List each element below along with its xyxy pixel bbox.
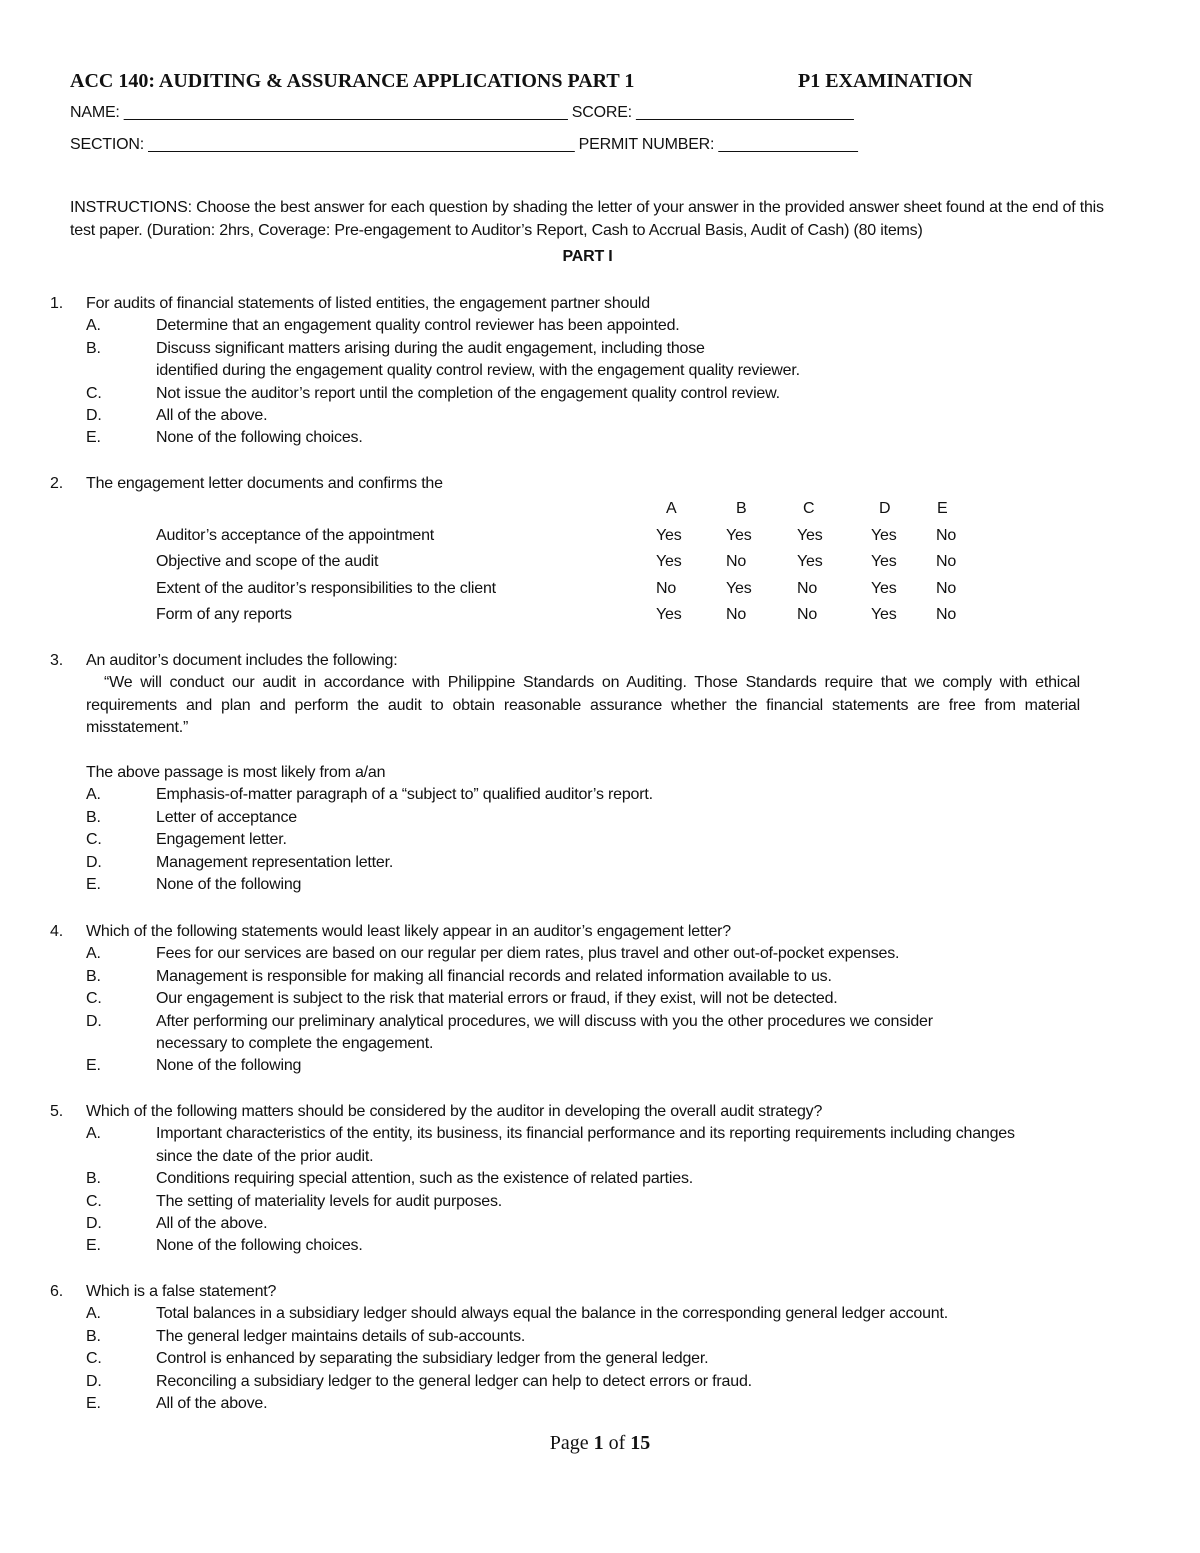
option-a-continuation: since the date of the prior audit. bbox=[156, 1147, 374, 1165]
option-text: Total balances in a subsidiary ledger should always equal the balance in the corresponding general ledger account. bbox=[156, 1305, 948, 1323]
option-c bbox=[50, 829, 1120, 851]
matrix-row-label: Extent of the auditor’s responsibilities to the client bbox=[156, 579, 496, 597]
matrix-row bbox=[156, 576, 976, 603]
question-number: 1. bbox=[50, 295, 63, 312]
option-b-continuation: identified during the engagement quality control review, with the engagement quality reviewer. bbox=[156, 362, 800, 380]
matrix-cell: Yes bbox=[656, 606, 682, 623]
option-letter: B. bbox=[86, 1327, 101, 1345]
page-word: Page bbox=[549, 1432, 589, 1454]
matrix-row-label: Auditor’s acceptance of the appointment bbox=[156, 526, 435, 544]
of-word: of bbox=[608, 1432, 626, 1454]
question-text: The engagement letter documents and confirms the bbox=[86, 475, 443, 492]
matrix-row bbox=[156, 549, 976, 576]
course-title: ACC 140: AUDITING & ASSURANCE APPLICATIONS PART 1 bbox=[70, 70, 635, 92]
option-b bbox=[50, 1326, 1120, 1348]
option-letter: D. bbox=[86, 407, 102, 425]
matrix-cell: Yes bbox=[871, 526, 897, 544]
question-number: 5. bbox=[50, 1103, 63, 1120]
question-4 bbox=[50, 921, 1120, 1078]
question-6 bbox=[50, 1281, 1120, 1415]
option-e bbox=[50, 874, 1120, 896]
question-1 bbox=[50, 293, 1120, 450]
question-text: The above passage is most likely from a/an bbox=[86, 764, 386, 782]
matrix-header: B bbox=[736, 500, 747, 517]
option-text: Fees for our services are based on our regular per diem rates, plus travel and other out-of-pocket expenses. bbox=[156, 945, 900, 963]
option-a bbox=[50, 1303, 1120, 1325]
option-letter: E. bbox=[86, 1395, 101, 1413]
question-text: Which of the following statements would least likely appear in an auditor’s engagement letter? bbox=[86, 923, 731, 940]
option-letter: D. bbox=[86, 1372, 102, 1390]
option-text: Our engagement is subject to the risk that material errors or fraud, if they exist, will not be detected. bbox=[156, 990, 838, 1008]
option-e bbox=[50, 1235, 1120, 1257]
question-number: 6. bbox=[50, 1283, 63, 1300]
question-stem-2 bbox=[50, 762, 1120, 784]
matrix-cell: Yes bbox=[871, 553, 897, 570]
option-letter: D. bbox=[86, 853, 102, 871]
option-text: Emphasis-of-matter paragraph of a “subject to” qualified auditor’s report. bbox=[156, 786, 653, 804]
option-a bbox=[50, 943, 1120, 965]
option-text: Determine that an engagement quality control reviewer has been appointed. bbox=[156, 317, 680, 335]
question-3 bbox=[50, 650, 1120, 896]
option-text: Management representation letter. bbox=[156, 853, 394, 871]
page-number: 1 bbox=[593, 1432, 604, 1454]
option-letter: E. bbox=[86, 1057, 101, 1075]
matrix-cell: No bbox=[936, 606, 957, 623]
name-score-line: NAME: ___________________________________________________ SCORE: _________________________ bbox=[70, 104, 854, 121]
question-stem bbox=[50, 293, 1120, 315]
option-letter: A. bbox=[86, 1305, 101, 1323]
page-total: 15 bbox=[630, 1432, 651, 1454]
matrix-cell: No bbox=[726, 606, 747, 623]
option-e bbox=[50, 1393, 1120, 1415]
option-letter: A. bbox=[86, 1125, 101, 1143]
option-letter: B. bbox=[86, 808, 101, 826]
option-text: Letter of acceptance bbox=[156, 808, 297, 826]
option-d-continuation: necessary to complete the engagement. bbox=[156, 1035, 434, 1053]
option-e bbox=[50, 427, 1120, 449]
option-e bbox=[50, 1055, 1120, 1077]
question-5 bbox=[50, 1101, 1120, 1258]
option-letter: B. bbox=[86, 1170, 101, 1188]
option-c bbox=[50, 1191, 1120, 1213]
instructions: INSTRUCTIONS: Choose the best answer for each question by shading the letter of your answer in the provided answer sheet found at the end of this test paper. (Duration: 2hrs, Coverage: Pre-engagement to Auditor’s Report, Cash to Accrual Basis, Audit of Cash) (80 items) bbox=[70, 199, 1104, 239]
quoted-passage-text: “We will conduct our audit in accordance with Philippine Standards on Auditing. Those Standards require that we comply with ethical requirements and plan and perform the audit to obtain reasonable assurance whether the financial statements are free from material misstatement.” bbox=[86, 674, 1080, 737]
option-letter: C. bbox=[86, 384, 102, 402]
option-text: The general ledger maintains details of sub-accounts. bbox=[156, 1327, 526, 1345]
option-letter: C. bbox=[86, 1350, 102, 1368]
option-d bbox=[50, 852, 1120, 874]
matrix-cell: No bbox=[726, 553, 747, 570]
page-footer bbox=[0, 1432, 1200, 1455]
option-letter: B. bbox=[86, 967, 101, 985]
question-text: Which of the following matters should be considered by the auditor in developing the overall audit strategy? bbox=[86, 1103, 823, 1120]
option-text: Reconciling a subsidiary ledger to the general ledger can help to detect errors or fraud. bbox=[156, 1372, 752, 1390]
matrix-header: A bbox=[666, 500, 677, 517]
option-text: Not issue the auditor’s report until the completion of the engagement quality control review. bbox=[156, 384, 780, 402]
matrix-cell: No bbox=[797, 579, 818, 597]
question-stem bbox=[50, 1281, 1120, 1303]
matrix-header: E bbox=[937, 500, 948, 517]
option-letter: D. bbox=[86, 1215, 102, 1233]
matrix-cell: No bbox=[936, 579, 957, 597]
option-letter: A. bbox=[86, 786, 101, 804]
option-c bbox=[50, 988, 1120, 1010]
option-letter: E. bbox=[86, 876, 101, 894]
question-number: 3. bbox=[50, 652, 63, 669]
question-stem bbox=[50, 473, 1120, 495]
matrix-cell: Yes bbox=[656, 526, 682, 544]
option-text: All of the above. bbox=[156, 1395, 268, 1413]
matrix-header: C bbox=[803, 500, 815, 517]
option-letter: E. bbox=[86, 1237, 101, 1255]
option-letter: A. bbox=[86, 317, 101, 335]
matrix-cell: Yes bbox=[726, 526, 752, 544]
matrix-cell: Yes bbox=[871, 579, 897, 597]
matrix-header: D bbox=[879, 500, 891, 517]
option-a bbox=[50, 1123, 1120, 1145]
option-text: None of the following choices. bbox=[156, 1237, 363, 1255]
matrix-cell: No bbox=[797, 606, 818, 623]
option-b bbox=[50, 1168, 1120, 1190]
option-letter: B. bbox=[86, 339, 101, 357]
option-text: Engagement letter. bbox=[156, 831, 287, 849]
option-d bbox=[50, 1011, 1120, 1033]
option-letter: C. bbox=[86, 1192, 102, 1210]
matrix-cell: Yes bbox=[797, 553, 823, 570]
option-letter: C. bbox=[86, 831, 102, 849]
option-d bbox=[50, 1213, 1120, 1235]
option-a bbox=[50, 315, 1120, 337]
option-b bbox=[50, 338, 1120, 360]
part-heading: PART I bbox=[562, 248, 613, 265]
option-text: All of the above. bbox=[156, 407, 268, 425]
option-letter: D. bbox=[86, 1012, 102, 1030]
option-text: Management is responsible for making all financial records and related information available to us. bbox=[156, 967, 832, 985]
matrix-row bbox=[156, 523, 976, 550]
question-stem bbox=[50, 650, 1120, 672]
matrix-cell: Yes bbox=[726, 579, 752, 597]
option-text: Discuss significant matters arising during the audit engagement, including those bbox=[156, 339, 705, 357]
matrix-row-label: Form of any reports bbox=[156, 606, 292, 623]
matrix-cell: Yes bbox=[797, 526, 823, 544]
option-d bbox=[50, 405, 1120, 427]
matrix-cell: No bbox=[656, 579, 677, 597]
option-text: After performing our preliminary analytical procedures, we will discuss with you the other procedures we consider bbox=[156, 1012, 933, 1030]
question-2 bbox=[50, 473, 1120, 495]
quoted-passage bbox=[50, 672, 1120, 739]
option-letter: E. bbox=[86, 429, 101, 447]
section-permit-line: SECTION: _________________________________________________ PERMIT NUMBER: ________________ bbox=[70, 136, 858, 153]
option-c bbox=[50, 383, 1120, 405]
option-text: None of the following choices. bbox=[156, 429, 363, 447]
option-b bbox=[50, 966, 1120, 988]
question-stem bbox=[50, 1101, 1120, 1123]
matrix-cell: No bbox=[936, 526, 957, 544]
matrix-cell: Yes bbox=[656, 553, 682, 570]
option-text: Control is enhanced by separating the subsidiary ledger from the general ledger. bbox=[156, 1350, 709, 1368]
matrix-row-label: Objective and scope of the audit bbox=[156, 553, 379, 570]
option-d bbox=[50, 1371, 1120, 1393]
exam-header bbox=[70, 70, 1000, 93]
option-text: Important characteristics of the entity, its business, its financial performance and its reporting requirements including changes bbox=[156, 1125, 1015, 1143]
option-letter: C. bbox=[86, 990, 102, 1008]
matrix-cell: No bbox=[936, 553, 957, 570]
question-number: 4. bbox=[50, 923, 63, 940]
option-text: None of the following bbox=[156, 1057, 302, 1075]
question-number: 2. bbox=[50, 475, 63, 492]
question-stem bbox=[50, 921, 1120, 943]
option-text: All of the above. bbox=[156, 1215, 268, 1233]
option-text: The setting of materiality levels for audit purposes. bbox=[156, 1192, 503, 1210]
option-text: Conditions requiring special attention, such as the existence of related parties. bbox=[156, 1170, 694, 1188]
option-text: None of the following bbox=[156, 876, 302, 894]
matrix-row bbox=[156, 602, 976, 629]
question-text: For audits of financial statements of listed entities, the engagement partner should bbox=[86, 295, 650, 312]
question-text: An auditor’s document includes the following: bbox=[86, 652, 398, 669]
answer-matrix bbox=[156, 496, 976, 629]
option-b bbox=[50, 807, 1120, 829]
option-letter: A. bbox=[86, 945, 101, 963]
option-c bbox=[50, 1348, 1120, 1370]
exam-label: P1 EXAMINATION bbox=[798, 70, 973, 92]
option-a bbox=[50, 784, 1120, 806]
question-text: Which is a false statement? bbox=[86, 1283, 277, 1300]
matrix-cell: Yes bbox=[871, 606, 897, 623]
matrix-header-row bbox=[156, 496, 976, 523]
